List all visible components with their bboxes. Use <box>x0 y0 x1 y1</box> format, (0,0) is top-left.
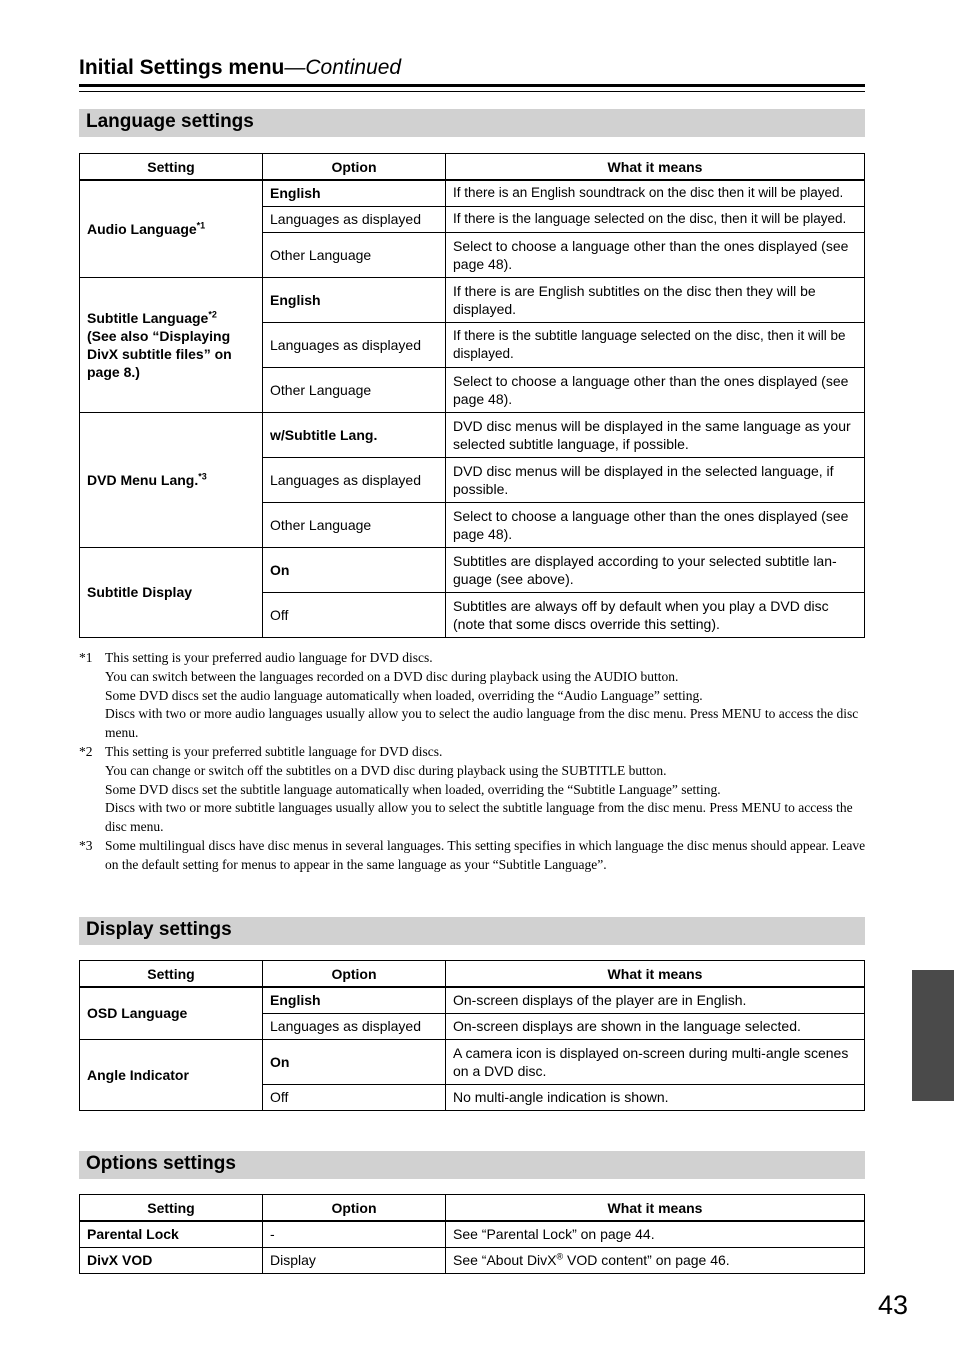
option-cell: Off <box>263 592 446 637</box>
table-row <box>80 180 865 206</box>
setting-audio-language: Audio Language$^{*1}$ <box>80 180 263 277</box>
meaning-cell: On-screen displays of the player are in English. <box>446 987 865 1013</box>
page-title: Initial Settings menu <box>79 56 285 79</box>
setting-osd-language: OSD Language <box>80 987 263 1039</box>
meaning-cell: If there is the subtitle language selected on the disc, then it will be displayed. <box>446 322 865 367</box>
page-header <box>79 56 865 87</box>
option-cell: Languages as displayed <box>263 1013 446 1039</box>
meaning-cell: If there is are English subtitles on the disc then they will be displayed. <box>446 277 865 322</box>
display-settings-table <box>79 960 865 1111</box>
option-cell: Display <box>263 1247 446 1273</box>
meaning-cell: See “Parental Lock” on page 44. <box>446 1221 865 1247</box>
meaning-cell: See “About DivX® VOD content” on page 46. <box>446 1247 865 1273</box>
meaning-cell: Select to choose a language other than the ones displayed (see page 48). <box>446 367 865 412</box>
table-header-row: Setting Option What it means <box>80 961 865 988</box>
footnotes <box>79 649 869 875</box>
option-cell: Other Language <box>263 367 446 412</box>
page-title-continued: —Continued <box>284 56 402 79</box>
option-cell: English <box>263 180 446 206</box>
page-number: 43 <box>878 1290 909 1320</box>
meaning-cell: DVD disc menus will be displayed in the same language as your selected subtitle language, if possible. <box>446 412 865 457</box>
meaning-cell: A camera icon is displayed on-screen during multi-angle scenes on a DVD disc. <box>446 1039 865 1084</box>
meaning-cell: If there is the language selected on the disc, then it will be played. <box>446 206 865 232</box>
meaning-cell: Select to choose a language other than the ones displayed (see page 48). <box>446 502 865 547</box>
setting-subtitle-language: Subtitle Language$^{*2}$ (See also “Displaying DivX subtitle files” on page 8.) <box>80 277 263 412</box>
table-header-row: Setting Option What it means <box>80 154 865 181</box>
option-cell: Other Language <box>263 502 446 547</box>
meaning-cell: On-screen displays are shown in the language selected. <box>446 1013 865 1039</box>
options-settings-heading: Options settings <box>79 1151 865 1179</box>
option-cell: Off <box>263 1084 446 1110</box>
setting-divx-vod: DivX VOD <box>80 1247 263 1273</box>
meaning-cell: No multi-angle indication is shown. <box>446 1084 865 1110</box>
meaning-cell: DVD disc menus will be displayed in the selected language, if possible. <box>446 457 865 502</box>
option-cell: On <box>263 1039 446 1084</box>
table-row <box>80 1247 865 1273</box>
footnote-2: *2 This setting is your preferred subtitle language for DVD discs. You can change or switch off the subtitles on a DVD disc during playback using the SUBTITLE button. Some DVD discs set the subtitle language automatically when loaded, overriding the “Subtitle Language” setting. Discs with two or more subtitle languages usually allow you to select the subtitle language from the disc menu. Press MENU to access the disc menu. <box>79 743 853 835</box>
option-cell: Languages as displayed <box>263 322 446 367</box>
table-row <box>80 412 865 457</box>
option-cell: On <box>263 547 446 592</box>
meaning-cell: Subtitles are always off by default when you play a DVD disc (note that some discs override this setting). <box>446 592 865 637</box>
option-cell: Languages as displayed <box>263 457 446 502</box>
table-row <box>80 547 865 592</box>
setting-angle-indicator: Angle Indicator <box>80 1039 263 1110</box>
option-cell: English <box>263 277 446 322</box>
options-settings-table <box>79 1194 865 1274</box>
option-cell: - <box>263 1221 446 1247</box>
option-cell: Languages as displayed <box>263 206 446 232</box>
table-row <box>80 1221 865 1247</box>
option-cell: Other Language <box>263 232 446 277</box>
setting-dvd-menu-lang: DVD Menu Lang.$^{*3}$ <box>80 412 263 547</box>
meaning-cell: Select to choose a language other than the ones displayed (see page 48). <box>446 232 865 277</box>
footnote-1: *1 This setting is your preferred audio language for DVD discs. You can switch between the languages recorded on a DVD disc during playback using the AUDIO button. Some DVD discs set the audio language automatically when loaded, overriding the “Audio Language” setting. Discs with two or more audio languages usually allow you to select the audio language from the disc menu. Press MENU to access the disc menu. <box>79 650 859 741</box>
meaning-cell: Subtitles are displayed according to your selected subtitle lan-guage (see above). <box>446 547 865 592</box>
table-row <box>80 1039 865 1084</box>
option-cell: w/Subtitle Lang. <box>263 412 446 457</box>
setting-parental-lock: Parental Lock <box>80 1221 263 1247</box>
side-tab-marker <box>912 970 954 1101</box>
language-settings-heading: Language settings <box>79 109 865 137</box>
footnote-3: *3 Some multilingual discs have disc menus in several languages. This setting specifies in which language the disc menus should appear. Leave on the default setting for menus to appear in the same language as your “Subtitle Language”. <box>79 837 866 872</box>
option-cell: English <box>263 987 446 1013</box>
table-row <box>80 277 865 322</box>
table-header-row: Setting Option What it means <box>80 1195 865 1222</box>
language-settings-table <box>79 153 865 638</box>
table-row <box>80 987 865 1013</box>
setting-subtitle-display: Subtitle Display <box>80 547 263 637</box>
meaning-cell: If there is an English soundtrack on the disc then it will be played. <box>446 180 865 206</box>
display-settings-heading: Display settings <box>79 917 865 945</box>
